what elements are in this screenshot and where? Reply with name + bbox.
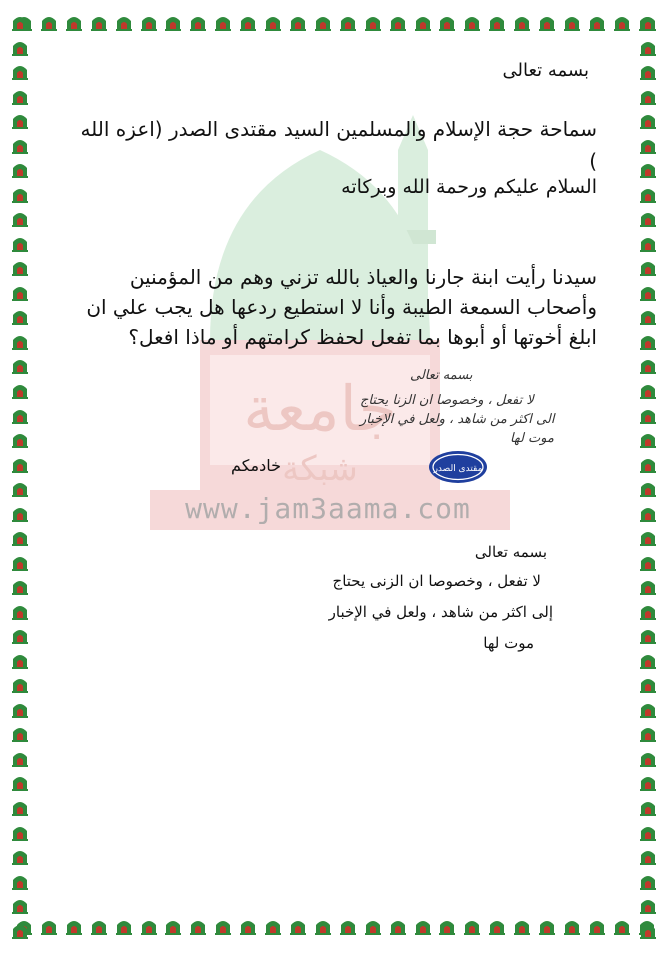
border-ornament: [39, 916, 59, 936]
border-ornament: [638, 233, 658, 253]
border-ornament: [512, 916, 532, 936]
border-ornament: [638, 797, 658, 817]
border-ornament: [638, 625, 658, 645]
watermark-url: www.jam3aama.com: [185, 492, 471, 525]
border-ornament: [10, 478, 30, 498]
border-ornament: [10, 797, 30, 817]
border-ornament: [89, 12, 109, 32]
border-ornament: [388, 12, 408, 32]
border-ornament: [638, 331, 658, 351]
border-ornament: [10, 576, 30, 596]
border-ornament: [10, 429, 30, 449]
border-ornament: [163, 916, 183, 936]
border-ornament: [537, 916, 557, 936]
border-ornament: [638, 650, 658, 670]
border-ornament: [638, 135, 658, 155]
decorative-border-right: [638, 12, 660, 940]
border-ornament: [638, 355, 658, 375]
border-ornament: [10, 846, 30, 866]
border-ornament: [363, 916, 383, 936]
border-ornament: [10, 135, 30, 155]
border-ornament: [638, 576, 658, 596]
border-ornament: [10, 822, 30, 842]
border-ornament: [638, 772, 658, 792]
stamp-text: مقتدى الصدر: [433, 464, 483, 474]
border-ornament: [10, 650, 30, 670]
border-ornament: [139, 12, 159, 32]
border-ornament: [10, 86, 30, 106]
greeting-line: السلام عليكم ورحمة الله وبركاته: [341, 176, 597, 198]
border-ornament: [10, 699, 30, 719]
border-ornament: [10, 257, 30, 277]
border-ornament: [288, 12, 308, 32]
border-ornament: [638, 871, 658, 891]
border-ornament: [562, 916, 582, 936]
border-ornament: [10, 61, 30, 81]
border-ornament: [363, 12, 383, 32]
border-ornament: [638, 61, 658, 81]
border-ornament: [10, 37, 30, 57]
border-ornament: [437, 12, 457, 32]
border-ornament: [89, 916, 109, 936]
border-ornament: [114, 916, 134, 936]
border-ornament: [64, 12, 84, 32]
border-ornament: [10, 306, 30, 326]
border-ornament: [638, 748, 658, 768]
border-ornament: [638, 110, 658, 130]
border-ornament: [10, 331, 30, 351]
border-ornament: [638, 699, 658, 719]
decorative-border-top: [14, 12, 657, 36]
border-ornament: [188, 916, 208, 936]
border-ornament: [638, 159, 658, 179]
border-ornament: [10, 674, 30, 694]
border-ornament: [388, 916, 408, 936]
border-ornament: [10, 110, 30, 130]
question-paragraph: سيدنا رأيت ابنة جارنا والعياذ بالله تزني وهم من المؤمنين وأصحاب السمعة الطيبة وأنا لا استطيع ردعها هل يجب علي ان ابلغ أخوتها أو أبوها بما تفعل لحفظ كرامتهم أو ماذا افعل؟: [86, 265, 597, 349]
border-ornament: [462, 12, 482, 32]
border-ornament: [263, 916, 283, 936]
border-ornament: [638, 895, 658, 915]
border-ornament: [638, 208, 658, 228]
reply-line-3: موت لها: [483, 634, 534, 652]
border-ornament: [638, 527, 658, 547]
basmala-heading: بسمه تعالى: [502, 60, 589, 81]
border-ornament: [213, 12, 233, 32]
decorative-border-bottom: [14, 916, 657, 940]
border-ornament: [437, 916, 457, 936]
border-ornament: [64, 916, 84, 936]
handwritten-basmala: بسمه تعالى: [410, 368, 473, 383]
border-ornament: [10, 454, 30, 474]
border-ornament: [10, 208, 30, 228]
reply-line-1: لا تفعل ، وخصوصا ان الزنى يحتاج: [332, 572, 541, 590]
border-ornament: [638, 429, 658, 449]
border-ornament: [313, 12, 333, 32]
border-ornament: [638, 822, 658, 842]
border-ornament: [413, 12, 433, 32]
border-ornament: [163, 12, 183, 32]
border-ornament: [10, 920, 30, 940]
border-ornament: [10, 601, 30, 621]
border-ornament: [10, 772, 30, 792]
border-ornament: [562, 12, 582, 32]
border-ornament: [638, 503, 658, 523]
border-ornament: [638, 846, 658, 866]
border-ornament: [638, 12, 658, 32]
border-ornament: [288, 916, 308, 936]
border-ornament: [612, 12, 632, 32]
official-seal-stamp: [428, 450, 488, 484]
border-ornament: [10, 552, 30, 572]
border-ornament: [10, 184, 30, 204]
addressee-line: سماحة حجة الإسلام والمسلمين السيد مقتدى الصدر (اعزه الله ): [80, 117, 597, 173]
border-ornament: [638, 282, 658, 302]
border-ornament: [638, 723, 658, 743]
border-ornament: [638, 306, 658, 326]
border-ornament: [638, 405, 658, 425]
border-ornament: [10, 748, 30, 768]
border-ornament: [587, 916, 607, 936]
border-ornament: [139, 916, 159, 936]
watermark-logo-text: جامعة: [243, 372, 397, 445]
border-ornament: [10, 625, 30, 645]
border-ornament: [114, 12, 134, 32]
reply-line-2: إلى اكثر من شاهد ، ولعل في الإخبار: [328, 603, 553, 621]
border-ornament: [188, 12, 208, 32]
border-ornament: [638, 37, 658, 57]
border-ornament: [10, 405, 30, 425]
border-ornament: [10, 527, 30, 547]
handwritten-line-2: الى اكثر من شاهد ، ولعل في الإخبار: [360, 412, 555, 427]
decorative-border-left: [10, 12, 32, 940]
border-ornament: [10, 895, 30, 915]
border-ornament: [313, 916, 333, 936]
border-ornament: [10, 380, 30, 400]
border-ornament: [638, 674, 658, 694]
border-ornament: [587, 12, 607, 32]
border-ornament: [638, 454, 658, 474]
border-ornament: [10, 355, 30, 375]
border-ornament: [462, 916, 482, 936]
border-ornament: [10, 12, 30, 32]
reply-basmala: بسمه تعالى: [474, 543, 547, 561]
border-ornament: [213, 916, 233, 936]
border-ornament: [638, 86, 658, 106]
border-ornament: [238, 12, 258, 32]
border-ornament: [10, 723, 30, 743]
closing-signature: خادمكم: [231, 456, 281, 475]
border-ornament: [512, 12, 532, 32]
border-ornament: [238, 916, 258, 936]
border-ornament: [612, 916, 632, 936]
border-ornament: [263, 12, 283, 32]
border-ornament: [487, 916, 507, 936]
border-ornament: [638, 380, 658, 400]
watermark-network-text: شبكة: [282, 449, 358, 489]
border-ornament: [39, 12, 59, 32]
border-ornament: [638, 257, 658, 277]
border-ornament: [487, 12, 507, 32]
border-ornament: [638, 552, 658, 572]
border-ornament: [638, 601, 658, 621]
border-ornament: [413, 916, 433, 936]
border-ornament: [10, 159, 30, 179]
border-ornament: [638, 478, 658, 498]
border-ornament: [537, 12, 557, 32]
handwritten-line-3: موت لها: [510, 431, 554, 446]
border-ornament: [10, 233, 30, 253]
border-ornament: [10, 871, 30, 891]
border-ornament: [638, 184, 658, 204]
border-ornament: [10, 503, 30, 523]
handwritten-line-1: لا تفعل ، وخصوصا ان الزنا يحتاج: [360, 393, 534, 408]
border-ornament: [10, 282, 30, 302]
border-ornament: [638, 920, 658, 940]
border-ornament: [338, 12, 358, 32]
border-ornament: [338, 916, 358, 936]
